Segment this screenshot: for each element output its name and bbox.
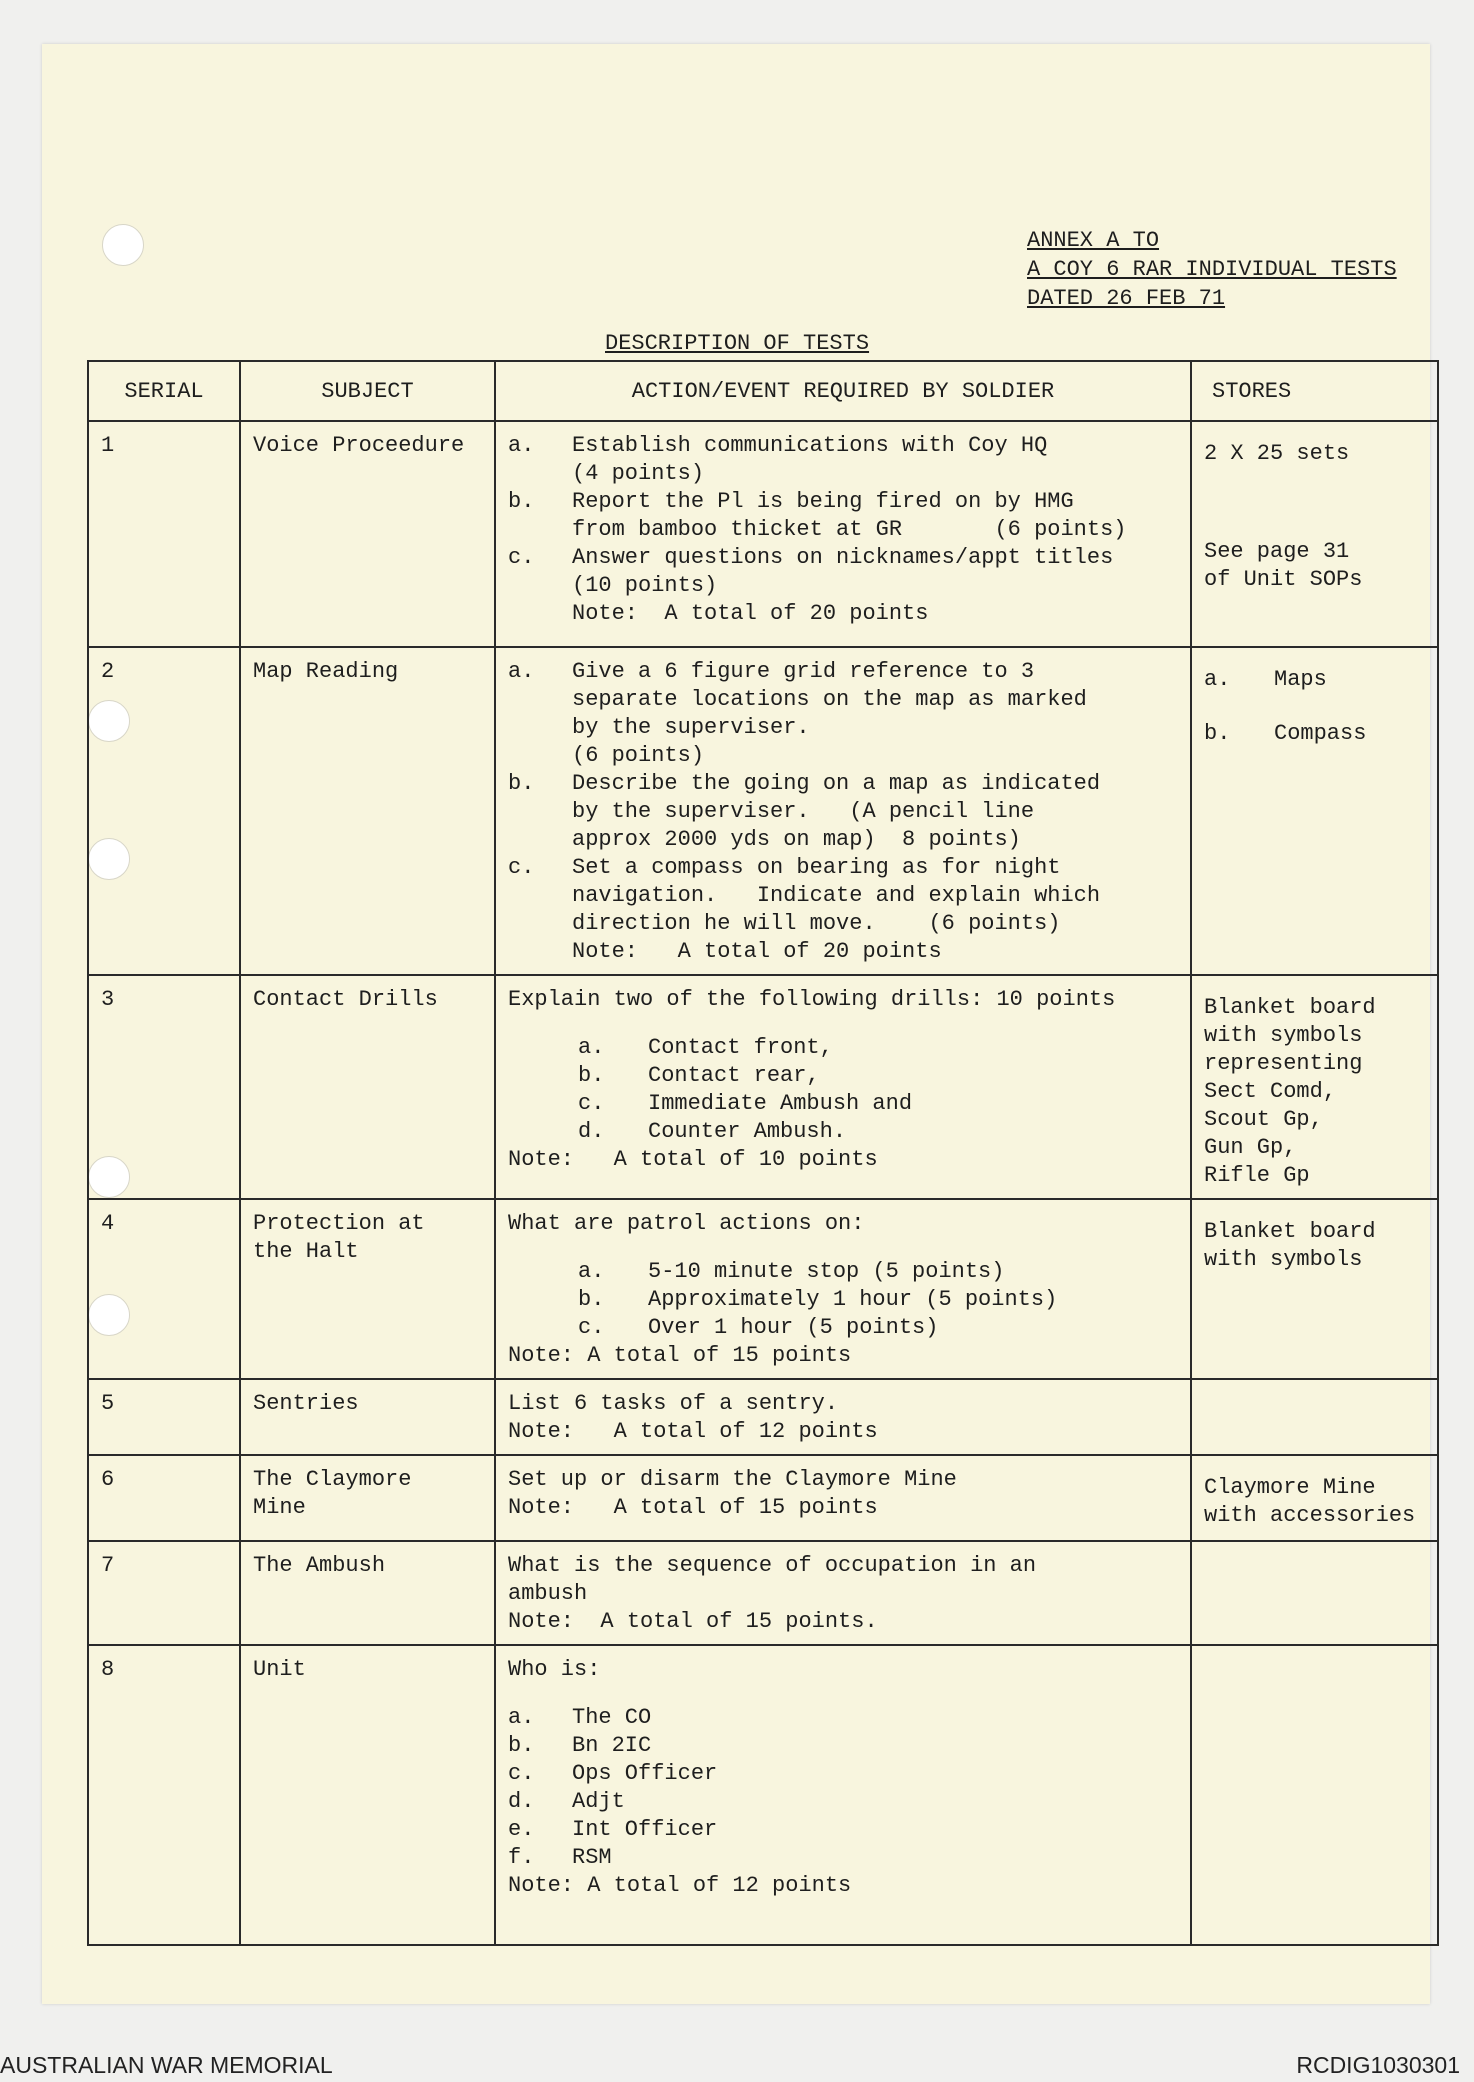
annex-reference: [1027, 226, 1397, 313]
item-text: The CO: [572, 1705, 652, 1730]
action-item: [578, 1118, 1180, 1146]
stores-item: [1204, 720, 1427, 748]
table-row: [88, 1645, 1438, 1945]
header-serial: SERIAL: [88, 361, 240, 421]
action-item: [578, 1314, 1180, 1342]
header-stores: STORES: [1191, 361, 1438, 421]
subject-cell: [240, 975, 495, 1199]
item-text: 2 X 25 sets: [1204, 441, 1350, 466]
subject-cell: [240, 1379, 495, 1455]
action-item: [508, 488, 1180, 544]
action-note: Note: A total of 12 points: [508, 1873, 852, 1898]
item-text: 5-10 minute stop (5 points): [648, 1259, 1005, 1284]
annex-line: ANNEX A TO: [1027, 228, 1160, 253]
item-text: Blanket board with symbols representing Sect Comd, Scout Gp, Gun Gp, Rifle Gp: [1204, 995, 1376, 1188]
table-header-row: [88, 361, 1438, 421]
item-text: Bn 2IC: [572, 1733, 652, 1758]
stores-cell: [1191, 1541, 1438, 1645]
header-subject: SUBJECT: [240, 361, 495, 421]
table-row: [88, 421, 1438, 647]
punch-hole: [102, 224, 144, 266]
item-text: Int Officer: [572, 1817, 718, 1842]
action-cell: [495, 1455, 1191, 1541]
stores-cell: [1191, 1379, 1438, 1455]
tests-table: [87, 360, 1439, 1946]
action-text: Set up or disarm the Claymore Mine Note: A total of 15 points: [508, 1467, 957, 1520]
stores-cell: [1191, 647, 1438, 975]
subject-text: The Ambush: [253, 1553, 386, 1578]
serial-cell: 5: [88, 1379, 240, 1455]
subject-text: Sentries: [253, 1391, 359, 1416]
action-item: [508, 1704, 1180, 1732]
document-page: [42, 44, 1430, 2004]
item-letter: [508, 938, 572, 966]
subject-text: Unit: [253, 1657, 306, 1682]
action-cell: [495, 1199, 1191, 1379]
action-cell: [495, 421, 1191, 647]
item-letter: b.: [508, 771, 535, 796]
action-note: Note: A total of 10 points: [508, 1147, 878, 1172]
serial-cell: 6: [88, 1455, 240, 1541]
action-item: [508, 854, 1180, 938]
serial-cell: 1: [88, 421, 240, 647]
item-letter: a.: [1204, 667, 1231, 692]
subject-cell: [240, 1455, 495, 1541]
annex-line: DATED 26 FEB 71: [1027, 286, 1226, 311]
document-title: DESCRIPTION OF TESTS: [605, 331, 870, 356]
spacer: [508, 1014, 1180, 1034]
item-text: Compass: [1274, 721, 1367, 746]
item-text: Over 1 hour (5 points): [648, 1315, 939, 1340]
item-letter: b.: [578, 1063, 605, 1088]
serial-cell: 4: [88, 1199, 240, 1379]
item-letter: a.: [578, 1035, 605, 1060]
item-letter: a.: [508, 659, 535, 684]
item-text: Describe the going on a map as indicated by the superviser. (A pencil line approx 2000 yds on map) 8 points): [572, 771, 1101, 852]
subject-text: Contact Drills: [253, 987, 438, 1012]
stores-cell: [1191, 1455, 1438, 1541]
stores-cell: [1191, 975, 1438, 1199]
stores-item: [1204, 666, 1427, 694]
item-letter: b.: [1204, 721, 1231, 746]
footer-right: RCDIG1030301: [1296, 2052, 1460, 2078]
action-item: [578, 1286, 1180, 1314]
item-text: Contact rear,: [648, 1063, 820, 1088]
item-text: Blanket board with symbols: [1204, 1219, 1376, 1272]
item-letter: c.: [578, 1091, 605, 1116]
item-letter: b.: [508, 489, 535, 514]
serial-cell: 7: [88, 1541, 240, 1645]
stores-item: [1204, 994, 1427, 1190]
action-item: [508, 544, 1180, 628]
subject-cell: [240, 647, 495, 975]
stores-cell: [1191, 421, 1438, 647]
stores-item: [1204, 538, 1427, 594]
action-item: [508, 938, 1180, 966]
item-letter: d.: [508, 1789, 535, 1814]
action-item: [508, 1816, 1180, 1844]
annex-line: A COY 6 RAR INDIVIDUAL TESTS: [1027, 257, 1397, 282]
table-row: [88, 1199, 1438, 1379]
table-row: [88, 1541, 1438, 1645]
subject-cell: [240, 421, 495, 647]
action-item: [578, 1034, 1180, 1062]
serial-cell: 8: [88, 1645, 240, 1945]
item-text: See page 31 of Unit SOPs: [1204, 539, 1363, 592]
subject-cell: [240, 1199, 495, 1379]
header-action: ACTION/EVENT REQUIRED BY SOLDIER: [495, 361, 1191, 421]
stores-item: [1204, 1218, 1427, 1274]
table-row: [88, 975, 1438, 1199]
action-item: [508, 1760, 1180, 1788]
action-cell: [495, 1645, 1191, 1945]
stores-item: [1204, 1474, 1427, 1530]
stores-item: [1204, 440, 1427, 468]
stores-cell: [1191, 1199, 1438, 1379]
item-text: Establish communications with Coy HQ (4 points): [572, 433, 1048, 486]
item-text: Answer questions on nicknames/appt titles (10 points) Note: A total of 20 points: [572, 545, 1114, 626]
item-text: Note: A total of 20 points: [572, 939, 942, 964]
action-cell: [495, 1379, 1191, 1455]
action-text: What is the sequence of occupation in an ambush Note: A total of 15 points.: [508, 1553, 1037, 1634]
item-letter: e.: [508, 1817, 535, 1842]
footer-left: AUSTRALIAN WAR MEMORIAL: [0, 2052, 333, 2078]
action-cell: [495, 975, 1191, 1199]
action-intro: Who is:: [508, 1657, 601, 1682]
table-row: [88, 1379, 1438, 1455]
item-letter: c.: [508, 855, 535, 880]
item-text: Maps: [1274, 667, 1327, 692]
action-item: [578, 1090, 1180, 1118]
action-item: [508, 770, 1180, 854]
action-cell: [495, 1541, 1191, 1645]
item-text: Immediate Ambush and: [648, 1091, 913, 1116]
item-letter: a.: [578, 1259, 605, 1284]
spacer: [508, 1238, 1180, 1258]
action-text: List 6 tasks of a sentry. Note: A total of 12 points: [508, 1391, 878, 1444]
item-letter: b.: [578, 1287, 605, 1312]
item-text: Set a compass on bearing as for night navigation. Indicate and explain which direction he will move. (6 points): [572, 855, 1101, 936]
serial-cell: 3: [88, 975, 240, 1199]
item-letter: a.: [508, 1705, 535, 1730]
subject-text: Map Reading: [253, 659, 399, 684]
item-text: Contact front,: [648, 1035, 833, 1060]
action-item: [578, 1258, 1180, 1286]
item-letter: b.: [508, 1733, 535, 1758]
action-intro: What are patrol actions on:: [508, 1211, 865, 1236]
subject-text: The Claymore Mine: [253, 1467, 412, 1520]
serial-cell: 2: [88, 647, 240, 975]
item-letter: f.: [508, 1845, 535, 1870]
item-text: Ops Officer: [572, 1761, 718, 1786]
subject-text: Voice Proceedure: [253, 433, 465, 458]
action-item: [508, 658, 1180, 770]
item-letter: d.: [578, 1119, 605, 1144]
item-text: RSM: [572, 1845, 612, 1870]
item-text: Approximately 1 hour (5 points): [648, 1287, 1058, 1312]
item-text: Claymore Mine with accessories: [1204, 1475, 1416, 1528]
action-item: [508, 432, 1180, 488]
action-item: [578, 1062, 1180, 1090]
action-cell: [495, 647, 1191, 975]
item-text: Give a 6 figure grid reference to 3 separate locations on the map as marked by the superviser. (6 points): [572, 659, 1087, 768]
item-text: Report the Pl is being fired on by HMG from bamboo thicket at GR (6 points): [572, 489, 1127, 542]
subject-text: Protection at the Halt: [253, 1211, 425, 1264]
table-row: [88, 647, 1438, 975]
action-note: Note: A total of 15 points: [508, 1343, 852, 1368]
item-text: Adjt: [572, 1789, 625, 1814]
action-item: [508, 1732, 1180, 1760]
action-item: [508, 1788, 1180, 1816]
item-text: Counter Ambush.: [648, 1119, 847, 1144]
spacer: [508, 1684, 1180, 1704]
subject-cell: [240, 1541, 495, 1645]
subject-cell: [240, 1645, 495, 1945]
item-letter: c.: [508, 1761, 535, 1786]
stores-cell: [1191, 1645, 1438, 1945]
item-letter: c.: [578, 1315, 605, 1340]
table-row: [88, 1455, 1438, 1541]
item-letter: a.: [508, 433, 535, 458]
action-intro: Explain two of the following drills: 10 points: [508, 987, 1116, 1012]
action-item: [508, 1844, 1180, 1872]
item-letter: c.: [508, 545, 535, 570]
